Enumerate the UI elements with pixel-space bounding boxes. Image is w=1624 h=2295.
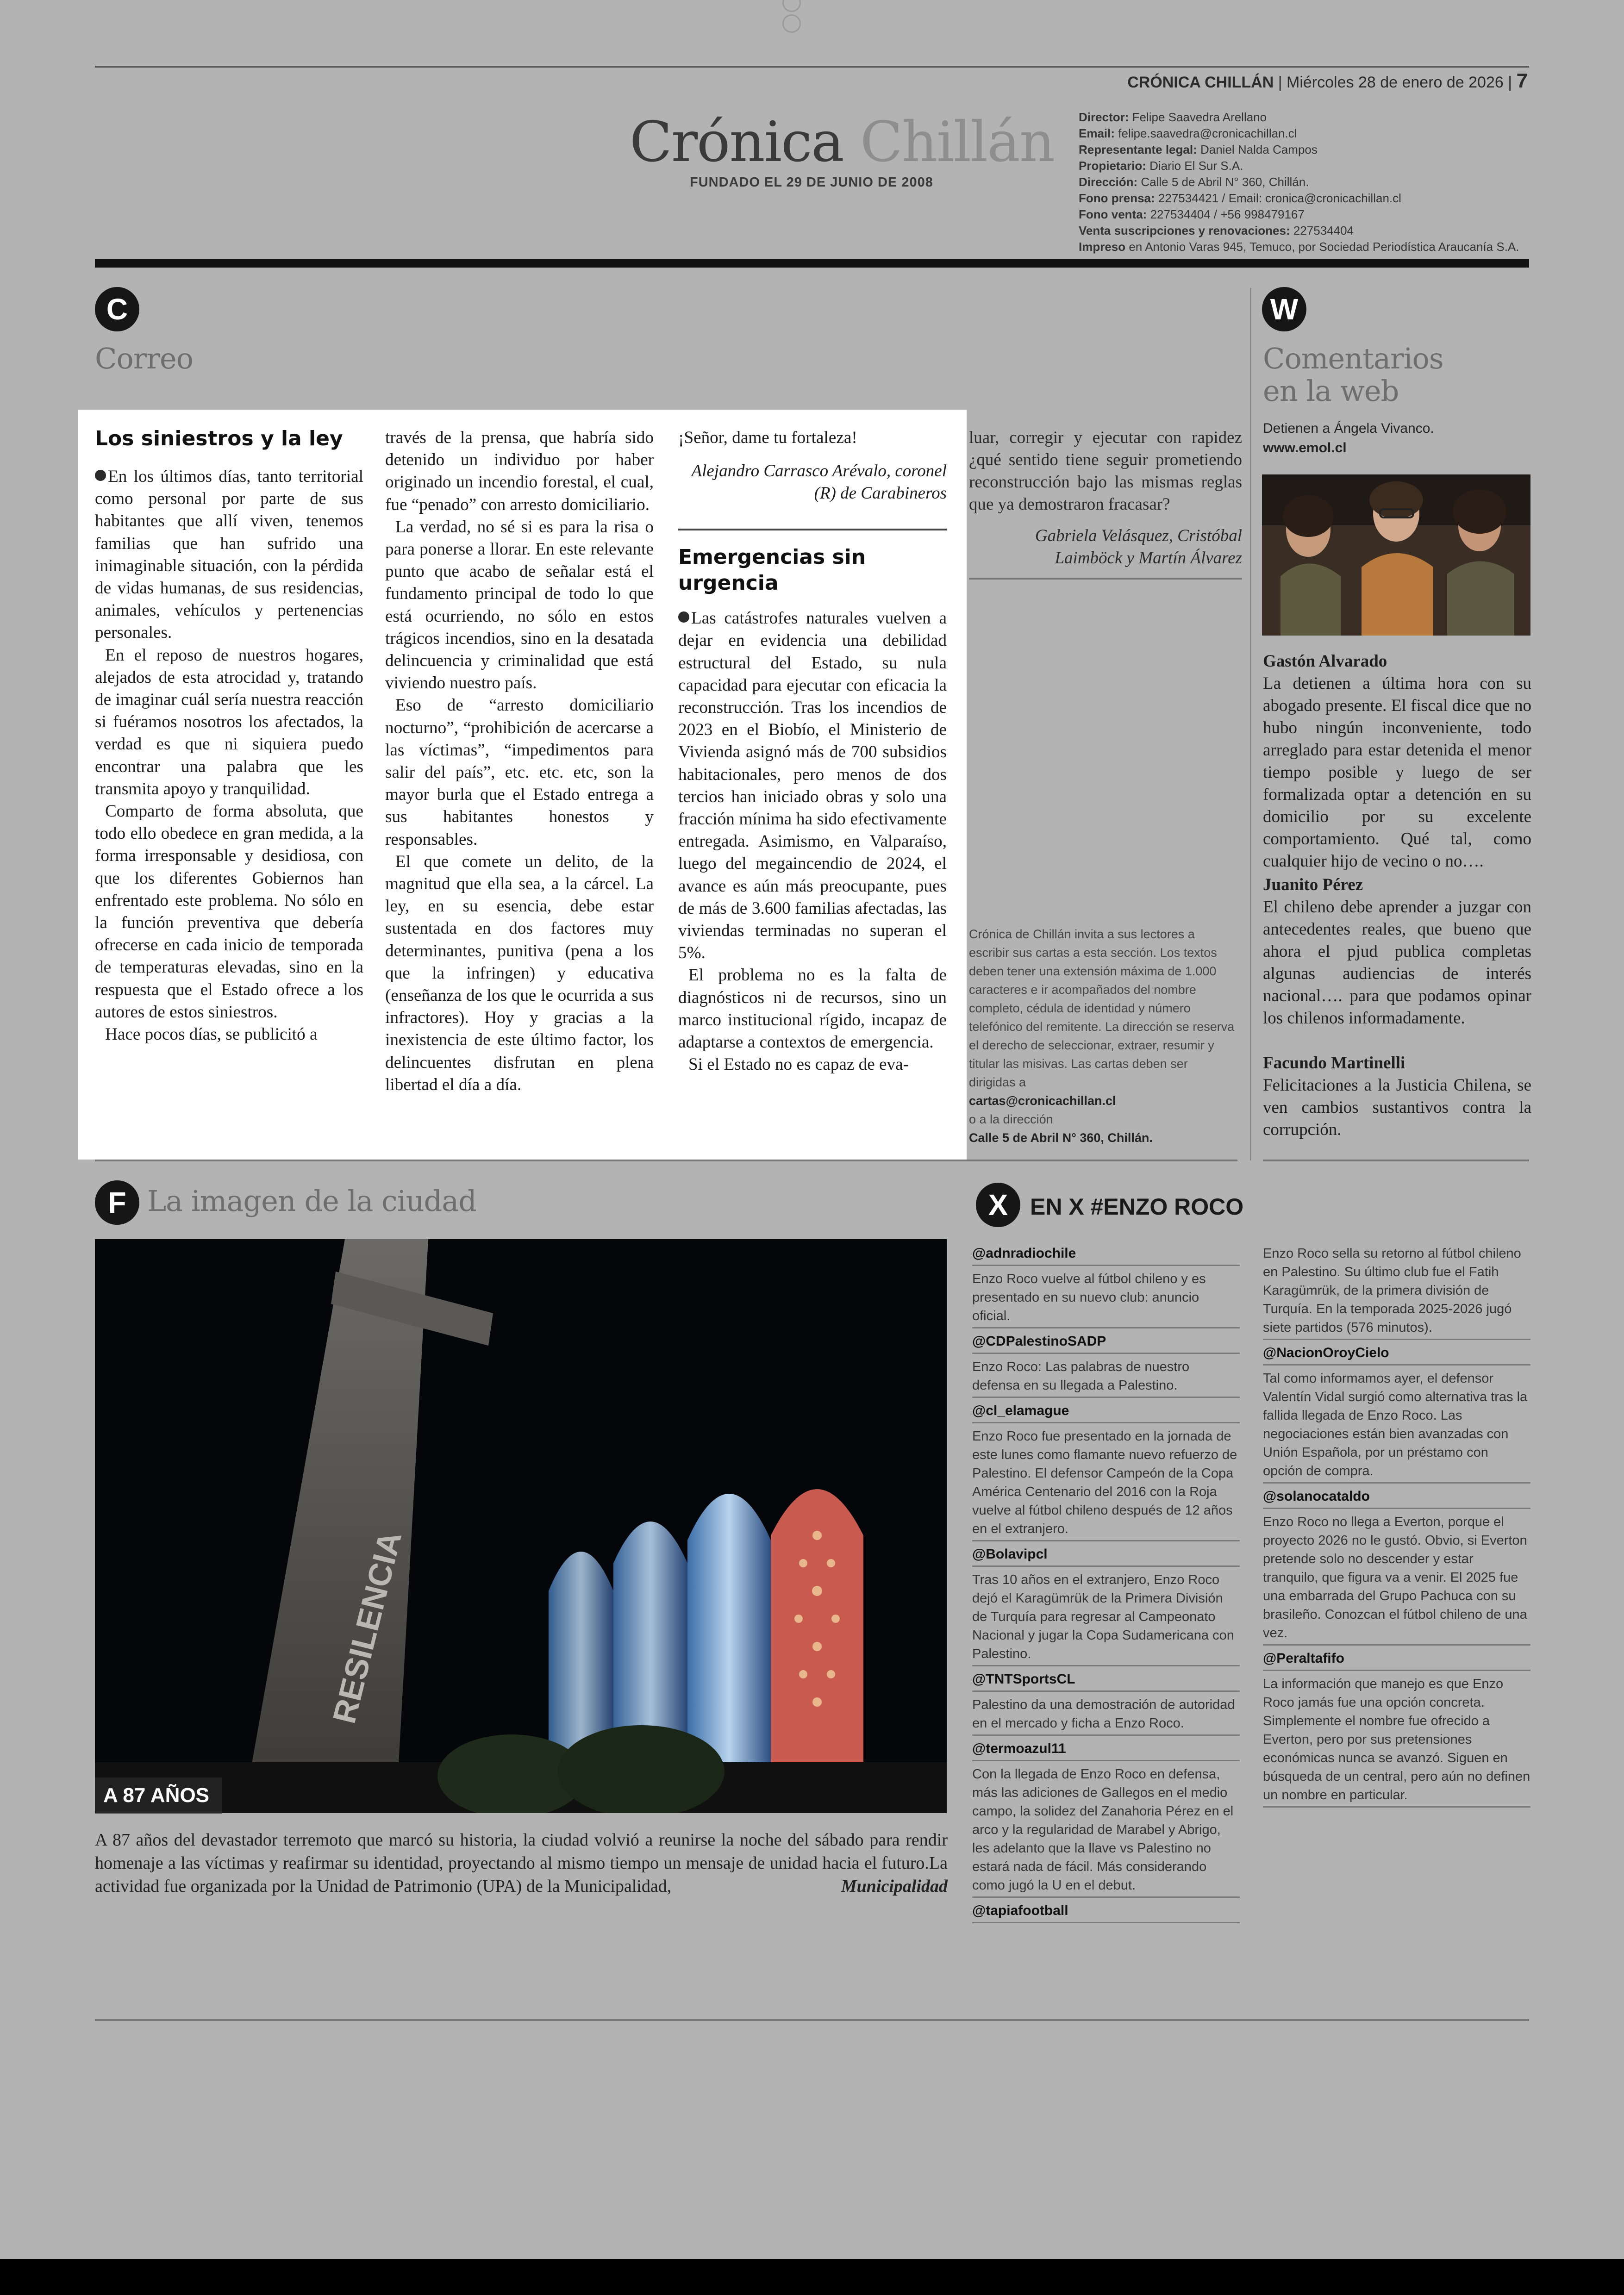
web-news-photo [1262, 474, 1530, 636]
web-comment [1263, 650, 1531, 873]
paragraph: Si el Estado no es capaz de eva- [688, 1055, 909, 1074]
staff-line: Impreso en Antonio Varas 945, Temuco, por Sociedad Periodística Araucanía S.A. [1079, 240, 1519, 254]
x-badge: X [976, 1183, 1020, 1227]
web-comment [1263, 1052, 1531, 1141]
paragraph: En los últimos días, tanto territorial como personal por parte de sus habitantes que allí viven, tenemos familias que han sufrido una inimaginable situación, con la pérdida de vidas humanas, de sus residencias, animales, vehículos y pertenencias personales. [95, 467, 363, 642]
paragraph: Comparto de forma absoluta, que todo ello obedece en gran medida, a la forma irresponsable y desidiosa, con que los diferentes Gobiernos han enfrentado este problema. No sólo en la función preventiva que debería ofrecerse en cada inicio de temporada de temperaturas elevadas, sino en la respuesta que el Estado ofrece a los autores de estos siniestros. [95, 802, 363, 1022]
tweets-col1 [972, 1244, 1240, 1927]
tweet-text: Enzo Roco: Las palabras de nuestro defensa en su llegada a Palestino. [972, 1360, 1190, 1393]
letter2-continuation [969, 427, 1242, 580]
tweet-text: Enzo Roco vuelve al fútbol chileno y es presentado en su nuevo club: anuncio oficial. [972, 1272, 1206, 1323]
tweet-handle[interactable]: @solanocataldo [1263, 1489, 1370, 1504]
web-badge: W [1262, 287, 1306, 331]
tweet-text: Con la llegada de Enzo Roco en defensa, más las adiciones de Gallegos en el medio campo, la solidez del Zanahoria Pérez en el arco y la regularidad de Marabel y Abrigo, les adelanto que la llave vs Palestino no estará nada de fácil. Más considerando como jugó la U en el debut. [972, 1767, 1234, 1893]
tweet-text: Palestino da una demostración de autoridad en el mercado y ficha a Enzo Roco. [972, 1697, 1235, 1731]
page-nav-dots[interactable] [782, 0, 838, 14]
tweet [972, 1545, 1240, 1666]
tweet-text: Tras 10 años en el extranjero, Enzo Roco dejó el Karagümrük de la Primera División de Turquía para regresar al Campeonato Nacional y jugar la Copa Sudamericana con Palestino. [972, 1572, 1234, 1661]
tweet-handle[interactable]: @Peraltafifo [1263, 1651, 1344, 1666]
staff-line: Venta suscripciones y renovaciones: 227534404 [1079, 224, 1354, 237]
paragraph: Las catástrofes naturales vuelven a dejar en evidencia una debilidad estructural del Estado, su nula capacidad para ejecutar con eficacia la reconstrucción. Tras los incendios de 2023 en el Biobío, el Ministerio de Vivienda asignó más de 700 subsidios habitacionales, pero menos de dos tercios han iniciado obras y solo una fracción mínima ha sido efectivamente entregada. Asimismo, en Valparaíso, luego del megaincendio de 2024, el avance es aún más preocupante, pues de más de 3.600 familias afectadas, las viviendas terminadas no superan el 5%. [678, 609, 947, 963]
staff-line: Director: Felipe Saavedra Arellano [1079, 110, 1267, 124]
tweet-handle[interactable]: @tapiafootball [972, 1903, 1068, 1918]
letter2-title: Emergencias sin urgencia [678, 545, 866, 595]
tweet-text: Tal como informamos ayer, el defensor Valentín Vidal surgió como alternativa tras la fallida llegada de Enzo Roco. Las negociaciones están bien avanzadas con Unión Española, por un préstamo con opción de compra. [1263, 1371, 1528, 1478]
tweet [1263, 1344, 1530, 1484]
letter1-title: Los siniestros y la ley [95, 427, 343, 450]
viewer-bottom-bar [0, 2259, 1624, 2295]
comment-text: Felicitaciones a la Justicia Chilena, se ven cambios sustantivos contra la corrupción. [1263, 1076, 1531, 1139]
section-rule [95, 1160, 1237, 1161]
bullet-icon [95, 470, 106, 481]
tweet [972, 1670, 1240, 1736]
paragraph: través de la prensa, que habría sido detenido un individuo por haber originado un incendio forestal, el cual, fue “penado” con arresto domiciliario. [385, 428, 654, 514]
staff-line: Representante legal: Daniel Nalda Campos [1079, 143, 1318, 156]
paragraph: ¡Señor, dame tu fortaleza! [678, 428, 857, 447]
tweet [972, 1902, 1240, 1923]
section-rule [1263, 1160, 1529, 1161]
tweet-text: La información que manejo es que Enzo Roco jamás fue una opción concreta. Simplemente el nombre fue ofrecido a Everton, pero por sus pretensiones económicas nunca se avanzó. Siguen en búsqueda de un central, pero aún no definen un nombre en particular. [1263, 1677, 1530, 1802]
paragraph: En el reposo de nuestros hogares, alejados de esta atrocidad y, tratando de imaginar cuál sería nuestra reacción si fuéramos nosotros los afectados, la verdad es que ni siquiera puedo encontrar una palabra que les transmita apoyo y tranquilidad. [95, 645, 363, 798]
tweet [972, 1740, 1240, 1898]
letter1-signature: Alejandro Carrasco Arévalo, coronel (R) de Carabineros [691, 461, 947, 503]
paragraph: La verdad, no sé si es para la risa o para ponerse a llorar. En este relevante punto que acabo de señalar está el fundamento principal de todo lo que está ocurriendo, no sólo en estos trágicos incendios, sino en la desatada delincuencia y criminalidad que está viviendo nuestro país. [385, 517, 654, 693]
next-page-icon[interactable] [782, 14, 801, 33]
bottom-rule [95, 2019, 1529, 2021]
tweet-handle[interactable]: @adnradiochile [972, 1246, 1076, 1261]
tweet [1263, 1244, 1530, 1340]
tweet-handle[interactable]: @termoazul11 [972, 1741, 1066, 1756]
letter1-col2 [385, 427, 654, 1096]
tweet-handle[interactable]: @Bolavipcl [972, 1547, 1048, 1562]
top-rule [95, 66, 1529, 68]
page-info: CRÓNICA CHILLÁN | Miércoles 28 de enero de 2026 | 7 [1127, 69, 1528, 92]
founded-line: FUNDADO EL 29 DE JUNIO DE 2008 [690, 175, 933, 190]
tweet-text: Enzo Roco no llega a Everton, porque el proyecto 2026 no le gustó. Obvio, si Everton pretende solo no descender y estar tranquilo, que figura va a venir. El 2025 fue una embarrada del Grupo Pachuca con su brasileño. Conozcan el fútbol chileno de una vez. [1263, 1515, 1527, 1640]
tweet-handle[interactable]: @TNTSportsCL [972, 1671, 1075, 1687]
tweet [972, 1402, 1240, 1541]
tweet [1263, 1487, 1530, 1646]
letters-email-link[interactable]: cartas@cronicachillan.cl [969, 1094, 1116, 1108]
paragraph: El problema no es la falta de diagnósticos ni de recursos, sino un marco institucional rígido, incapaz de adaptarse a contextos de emergencia. [678, 966, 947, 1052]
staff-line: Fono prensa: 227534421 / Email: cronica@cronicachillan.cl [1079, 191, 1401, 205]
comment-author: Facundo Martinelli [1263, 1054, 1405, 1073]
letter-separator [678, 529, 947, 530]
paragraph: Hace pocos días, se publicitó a [105, 1025, 318, 1044]
staff-line: Propietario: Diario El Sur S.A. [1079, 159, 1243, 173]
tweet-text: Enzo Roco sella su retorno al fútbol chileno en Palestino. Su último club fue el Fatih Karagümrük, de la primera división de Turquía. En la temporada 2025-2026 jugó siete partidos (576 minutos). [1263, 1246, 1521, 1335]
masthead-logo: Crónica Chillán [630, 110, 1055, 175]
tweet [972, 1332, 1240, 1398]
imagen-badge: F [95, 1180, 139, 1225]
tweets-col2 [1263, 1244, 1530, 1811]
staff-line: Dirección: Calle 5 de Abril N° 360, Chillán. [1079, 175, 1309, 189]
letters-note: Crónica de Chillán invita a sus lectores a escribir sus cartas a esta sección. Los textos deben tener una extensión máxima de 1.000 caracteres e ir acompañados del nombre completo, cédula de identidad y número telefónico del remitente. La dirección se reserva el derecho de seleccionar, extraer, resumir y titular las misivas. Las cartas deben ser dirigidas a cartas@cronicachillan.cl o a la dirección Calle 5 de Abril N° 360, Chillán. [969, 927, 1235, 1145]
letters-col3 [678, 427, 947, 1076]
tweet-handle[interactable]: @NacionOroyCielo [1263, 1345, 1389, 1360]
photo-caption: A 87 años del devastador terremoto que marcó su historia, la ciudad volvió a reunirse la noche del sábado para rendir homenaje a las víctimas y reafirmar su identidad, proyectando al mismo tiempo un mensaje de unidad hacia el futuro.La actividad fue organizada por la Unidad de Patrimonio (UPA) de la Municipalidad, Municipalidad [95, 1828, 948, 1898]
imagen-title: La imagen de la ciudad [147, 1184, 476, 1218]
staff-line: Fono venta: 227534404 / +56 998479167 [1079, 207, 1305, 221]
photo-tag: A 87 AÑOS [95, 1777, 222, 1814]
comment-text: El chileno debe aprender a juzgar con antecedentes reales, que bueno que ahora el pjud publica completas algunas audiencias de interés nacional…. para que podamos opinar los chilenos informadamente. [1263, 898, 1531, 1028]
paragraph: luar, corregir y ejecutar con rapidez ¿qué sentido tiene seguir prometiendo reconstrucción bajo las mismas reglas que ya demostraron fracasar? [969, 428, 1242, 514]
staff-box [1079, 109, 1542, 255]
correo-title: Correo [95, 342, 194, 375]
staff-line: Email: felipe.saavedra@cronicachillan.cl [1079, 126, 1297, 140]
tweet-text: Enzo Roco fue presentado en la jornada de este lunes como flamante nuevo refuerzo de Palestino. El defensor Campeón de la Copa América Centenario del 2016 con la Roja vuelve al fútbol chileno después de 12 años en el extranjero. [972, 1429, 1237, 1536]
paragraph: Eso de “arresto domiciliario nocturno”, “prohibición de acercarse a las víctimas”, “impedimentos para salir del país”, etc. etc. etc, son la mayor burla que el Estado entrega a sus habitantes honestos y responsables. [385, 696, 654, 849]
web-comment [1263, 874, 1531, 1029]
photo-credit: Municipalidad [841, 1877, 948, 1896]
web-subtitle: Detienen a Ángela Vivanco. www.emol.cl [1263, 419, 1434, 458]
tweet-handle[interactable]: @CDPalestinoSADP [972, 1334, 1106, 1349]
city-photo [95, 1239, 947, 1813]
tweet-handle[interactable]: @cl_elamague [972, 1403, 1069, 1418]
x-title: EN X #ENZO ROCO [1030, 1194, 1244, 1220]
letter-separator [969, 578, 1242, 580]
tweet [1263, 1649, 1530, 1808]
bullet-icon [678, 611, 689, 623]
comment-author: Juanito Pérez [1263, 875, 1363, 894]
comment-author: Gastón Alvarado [1263, 652, 1387, 671]
tweet [972, 1244, 1240, 1328]
column-divider [1250, 288, 1251, 1160]
correo-badge: C [95, 287, 139, 331]
prev-page-icon[interactable] [782, 0, 801, 12]
comment-text: La detienen a última hora con su abogado presente. El fiscal dice que no hubo ningún inconveniente, todo arreglado para estar detenida el menor tiempo posible y luego de ser formalizada optar a detención en su domicilio por su excelente comportamiento. Qué tal, como cualquier hijo de vecino o no…. [1263, 674, 1531, 871]
web-site-link[interactable]: www.emol.cl [1263, 440, 1347, 455]
web-title: Comentarios en la web [1263, 342, 1443, 408]
paragraph: El que comete un delito, de la magnitud que ella sea, a la cárcel. La ley, en su esencia, debe estar sustentada en dos factores muy determinantes, punitiva (pena a los que la infringen) y educativa (enseñanza de los que le ocurrida a sus infractores). Hoy y gracias a la inexistencia de este último factor, los delincuentes disfrutan en plena libertad el día a día. [385, 852, 654, 1094]
masthead-bar [95, 259, 1529, 268]
resilencia-text: RESILENCIA [325, 1528, 409, 1727]
letter1-col1 [95, 426, 363, 1046]
letter2-signature: Gabriela Velásquez, Cristóbal Laimböck y Martín Álvarez [1035, 526, 1242, 568]
